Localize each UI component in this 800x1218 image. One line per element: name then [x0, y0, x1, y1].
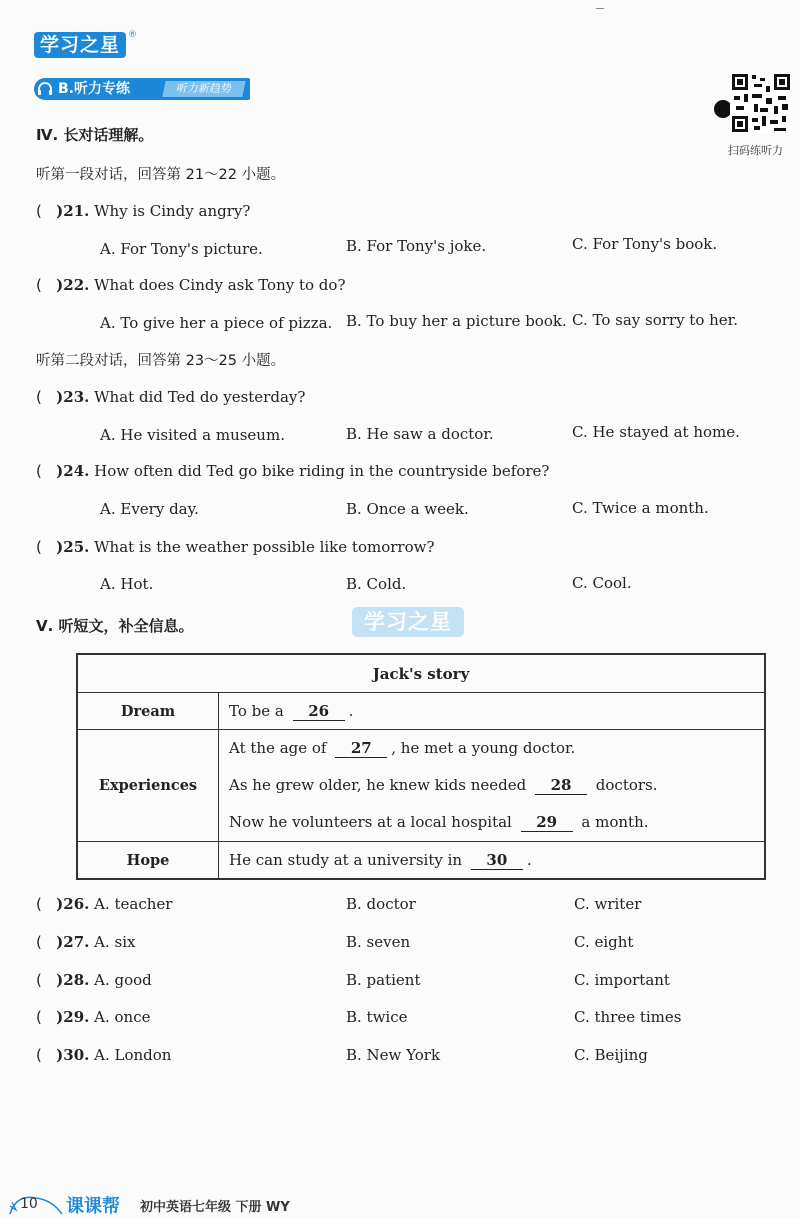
- question-number: )24.: [56, 462, 90, 480]
- experiences-label: Experiences: [77, 730, 219, 842]
- hope-cell: [219, 842, 766, 880]
- answer-blank[interactable]: (: [36, 202, 57, 220]
- option-a: A. teacher: [94, 895, 173, 913]
- question-text: What does Cindy ask Tony to do?: [94, 276, 346, 294]
- question-26: [36, 895, 172, 913]
- part4-title: Ⅳ. 长对话理解。: [36, 126, 154, 144]
- question-number: )27.: [56, 933, 90, 951]
- dream-cell: [219, 693, 766, 730]
- option-a: A. Hot.: [100, 575, 154, 593]
- option-c: C. eight: [574, 933, 634, 951]
- option-b: B. twice: [346, 1008, 408, 1026]
- answer-blank[interactable]: (: [36, 1008, 57, 1026]
- question-28: [36, 971, 152, 989]
- question-text: What is the weather possible like tomorrow?: [94, 538, 435, 556]
- experience-text: , he met a young doctor.: [391, 739, 576, 757]
- blank-27[interactable]: 27: [335, 739, 387, 758]
- experience-text: doctors.: [595, 776, 658, 794]
- section-banner-tag: 听力新趋势: [162, 81, 245, 97]
- option-c: C. Cool.: [572, 574, 632, 592]
- question-25: [36, 538, 434, 556]
- option-c: C. important: [574, 971, 670, 989]
- question-number: )26.: [56, 895, 90, 913]
- footer-brand: 课课帮: [66, 1196, 120, 1217]
- blank-28[interactable]: 28: [535, 776, 587, 795]
- answer-blank[interactable]: (: [36, 933, 57, 951]
- part5-title: Ⅴ. 听短文，补全信息。: [36, 617, 194, 635]
- question-number: )29.: [56, 1008, 90, 1026]
- option-c: C. writer: [574, 895, 642, 913]
- option-c: C. Beijing: [574, 1046, 648, 1064]
- question-23: [36, 388, 305, 406]
- answer-blank[interactable]: (: [36, 388, 57, 406]
- experience-line-2: [219, 767, 764, 804]
- question-text: Why is Cindy angry?: [94, 202, 251, 220]
- experience-text: Now he volunteers at a local hospital: [229, 813, 512, 831]
- option-a: A. once: [94, 1008, 151, 1026]
- answer-blank[interactable]: (: [36, 276, 57, 294]
- option-a: A. For Tony's picture.: [100, 240, 263, 258]
- option-a: A. Every day.: [100, 500, 199, 518]
- section-banner-title: B.听力专练: [58, 81, 130, 97]
- option-c: C. Twice a month.: [572, 499, 709, 517]
- footer-book-title: 初中英语七年级 下册 WY: [140, 1200, 290, 1215]
- question-27: [36, 933, 135, 951]
- hope-text-end: .: [526, 850, 532, 869]
- dream-label: Dream: [77, 693, 219, 730]
- option-a: A. He visited a museum.: [100, 426, 285, 444]
- experience-line-1: [219, 730, 764, 767]
- blank-30[interactable]: 30: [471, 851, 523, 870]
- option-b: B. doctor: [346, 895, 416, 913]
- question-29: [36, 1008, 150, 1026]
- answer-blank[interactable]: (: [36, 538, 57, 556]
- dialog2-instruction: 听第二段对话，回答第 23～25 小题。: [36, 353, 286, 369]
- option-b: B. patient: [346, 971, 421, 989]
- registered-mark: ®: [128, 30, 137, 40]
- option-a: A. good: [94, 971, 152, 989]
- option-b: B. To buy her a picture book.: [346, 312, 567, 330]
- option-c: C. He stayed at home.: [572, 423, 740, 441]
- watermark-logo: 学习之星: [352, 607, 464, 637]
- answer-blank[interactable]: (: [36, 971, 57, 989]
- option-a: A. To give her a piece of pizza.: [100, 314, 333, 332]
- experience-line-3: [219, 804, 764, 841]
- hope-text: He can study at a university in: [229, 850, 463, 869]
- experience-text: At the age of: [229, 739, 327, 757]
- option-c: C. three times: [574, 1008, 682, 1026]
- question-24: [36, 462, 549, 480]
- answer-blank[interactable]: (: [36, 1046, 57, 1064]
- page-number: 10: [20, 1196, 38, 1212]
- question-21: [36, 202, 250, 220]
- question-22: [36, 276, 346, 294]
- top-mark: [596, 8, 604, 9]
- question-number: )22.: [56, 276, 90, 294]
- hope-label: Hope: [77, 842, 219, 880]
- question-number: )23.: [56, 388, 90, 406]
- option-b: B. He saw a doctor.: [346, 425, 494, 443]
- dream-text: To be a: [229, 701, 284, 720]
- dream-text-end: .: [348, 701, 354, 720]
- option-c: C. For Tony's book.: [572, 235, 718, 253]
- blank-29[interactable]: 29: [521, 813, 573, 832]
- jacks-story-table: [76, 653, 766, 880]
- question-number: )25.: [56, 538, 90, 556]
- option-b: B. For Tony's joke.: [346, 237, 487, 255]
- question-text: What did Ted do yesterday?: [94, 388, 306, 406]
- experience-text: As he grew older, he knew kids needed: [229, 776, 527, 794]
- headphones-icon: [37, 81, 53, 97]
- qr-code-icon[interactable]: [730, 72, 792, 134]
- option-c: C. To say sorry to her.: [572, 311, 738, 329]
- section-banner: [34, 78, 250, 100]
- option-b: B. New York: [346, 1046, 441, 1064]
- question-text: How often did Ted go bike riding in the countryside before?: [94, 462, 550, 480]
- blank-26[interactable]: 26: [293, 702, 345, 721]
- qr-caption: 扫码练听力: [728, 144, 783, 157]
- dialog1-instruction: 听第一段对话，回答第 21～22 小题。: [36, 167, 286, 183]
- experiences-cell: [219, 730, 766, 842]
- question-number: )28.: [56, 971, 90, 989]
- experience-text: a month.: [581, 813, 649, 831]
- answer-blank[interactable]: (: [36, 462, 57, 480]
- question-number: )30.: [56, 1046, 90, 1064]
- table-title: Jack's story: [77, 654, 765, 693]
- brand-logo: 学习之星: [34, 32, 126, 58]
- option-a: A. London: [94, 1046, 172, 1064]
- answer-blank[interactable]: (: [36, 895, 57, 913]
- option-b: B. seven: [346, 933, 411, 951]
- option-b: B. Cold.: [346, 575, 407, 593]
- question-30: [36, 1046, 171, 1064]
- option-b: B. Once a week.: [346, 500, 469, 518]
- question-number: )21.: [56, 202, 90, 220]
- option-a: A. six: [94, 933, 136, 951]
